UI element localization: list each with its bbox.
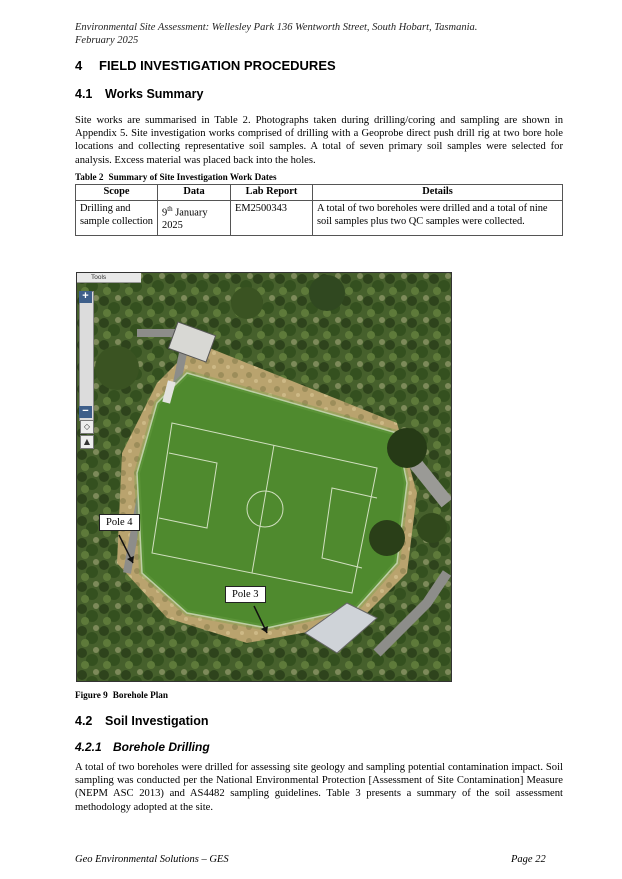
figure-title: Borehole Plan <box>112 690 168 700</box>
header-line-2: February 2025 <box>75 35 139 46</box>
section-number: 4.2 <box>75 714 93 728</box>
pole-3-label: Pole 3 <box>225 586 266 603</box>
column-header: Scope <box>76 185 158 201</box>
section-4-2-heading <box>75 714 209 728</box>
section-4-1-heading <box>75 87 203 101</box>
borehole-drilling-paragraph: A total of two boreholes were drilled for assessing site geology and sampling potential contamination impact. Soil sampling was conducted per the National Environmental Protection [Assessment of Site Contamination] Measure (NEPM ASC 2013) and AS4482 sampling guidelines. Table 3 presents a summary of the soil assessment methodology adopted at the site. <box>75 762 563 813</box>
north-arrow-icon[interactable]: ▲ <box>80 435 94 449</box>
map-toolbar[interactable] <box>77 273 141 283</box>
date-suffix: th <box>167 204 173 213</box>
figure-label: Figure 9 <box>75 690 108 700</box>
toolbar-label: Tools <box>91 274 107 281</box>
footer-page-number: Page 22 <box>511 854 546 865</box>
pole-4-label: Pole 4 <box>99 514 140 531</box>
column-header: Details <box>313 185 563 201</box>
table-label: Table 2 <box>75 172 104 182</box>
section-4-2-1-heading <box>75 740 210 754</box>
date-day: 9 <box>162 207 168 219</box>
zoom-out-button[interactable]: − <box>79 406 92 418</box>
table-title: Summary of Site Investigation Work Dates <box>108 172 277 182</box>
section-number: 4.1 <box>75 87 93 101</box>
section-number: 4 <box>75 58 83 73</box>
aerial-image <box>77 273 452 682</box>
section-title: Works Summary <box>105 87 204 101</box>
borehole-plan-map[interactable] <box>76 272 452 682</box>
table-header-row <box>76 185 563 201</box>
works-summary-paragraph: Site works are summarised in Table 2. Photographs taken during drilling/coring and sampling are shown in Appendix 5. Site investigation works comprised of drilling with a Geoprobe direct push drill rig at two bore hole locations and collecting representative soil samples. A total of seven primary soil samples were selected for analysis. Excess material was placed back into the holes. <box>75 115 563 166</box>
lab-report-cell: EM2500343 <box>231 200 313 235</box>
section-number: 4.2.1 <box>75 740 102 754</box>
zoom-slider[interactable] <box>79 291 94 421</box>
work-dates-table <box>75 184 563 236</box>
pan-icon[interactable]: ◇ <box>80 420 94 434</box>
date-rest: January 2025 <box>162 207 208 232</box>
details-cell: A total of two boreholes were drilled and a total of nine soil samples plus two QC samples were collected. <box>313 200 563 235</box>
header-line-1: Environmental Site Assessment: Wellesley Park 136 Wentworth Street, South Hobart, Tasmania. <box>75 22 478 33</box>
column-header: Lab Report <box>231 185 313 201</box>
page-header <box>75 21 477 47</box>
table-2-caption <box>75 172 277 182</box>
column-header: Data <box>158 185 231 201</box>
scope-cell: Drilling and sample collection <box>76 200 158 235</box>
section-4-heading <box>75 58 336 73</box>
date-cell <box>158 200 231 235</box>
footer-company: Geo Environmental Solutions – GES <box>75 854 229 865</box>
section-title: Borehole Drilling <box>113 740 210 754</box>
section-title: Soil Investigation <box>105 714 209 728</box>
zoom-in-button[interactable]: + <box>79 291 92 303</box>
figure-9-caption <box>75 690 168 700</box>
section-title: FIELD INVESTIGATION PROCEDURES <box>99 58 336 73</box>
table-row <box>76 200 563 235</box>
